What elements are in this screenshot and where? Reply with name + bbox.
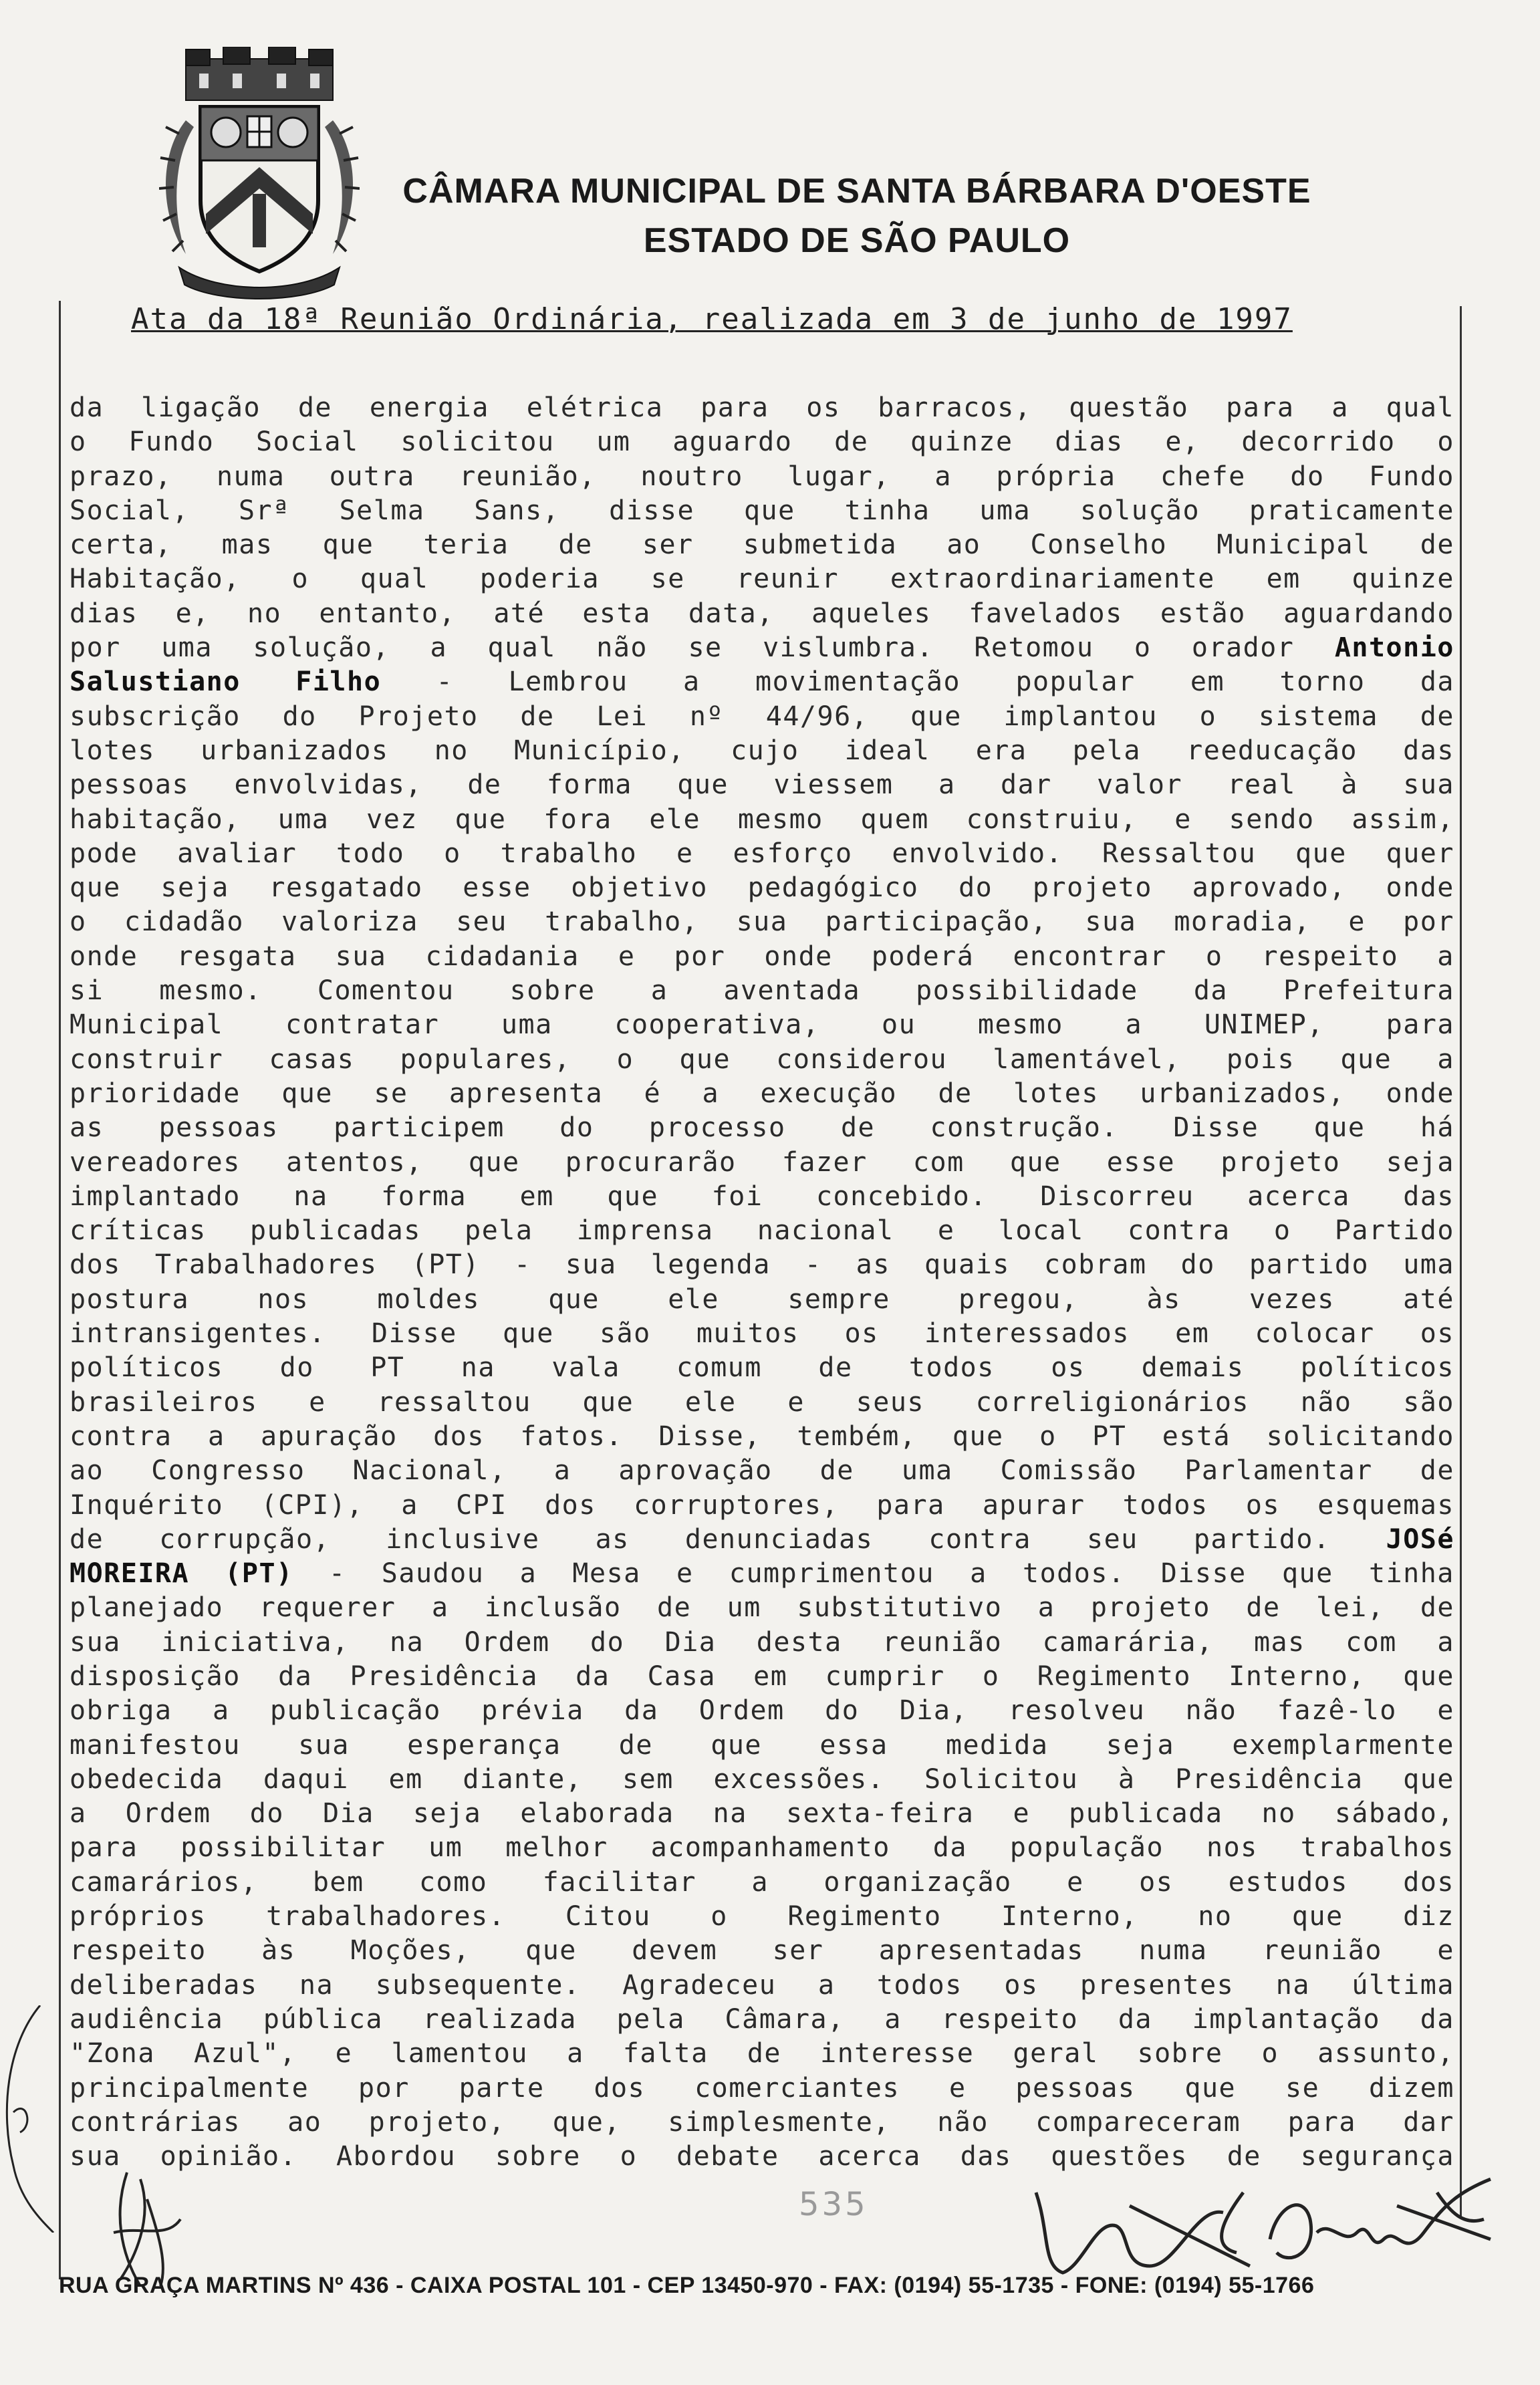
- right-margin-rule: [1460, 306, 1462, 2218]
- minutes-line: as pessoas participem do processo de construção. Disse que há: [70, 1112, 1454, 1144]
- minutes-line: vereadores atentos, que procurarão fazer com que esse projeto seja: [70, 1146, 1454, 1178]
- minutes-line: planejado requerer a inclusão de um substitutivo a projeto de lei, de: [70, 1592, 1454, 1624]
- minutes-line: a Ordem do Dia seja elaborada na sexta-feira e publicada no sábado,: [70, 1798, 1454, 1830]
- minutes-line: prioridade que se apresenta é a execução de lotes urbanizados, onde: [70, 1078, 1454, 1109]
- minutes-line: críticas publicadas pela imprensa nacional e local contra o Partido: [70, 1215, 1454, 1247]
- minutes-line: disposição da Presidência da Casa em cumprir o Regimento Interno, que: [70, 1660, 1454, 1692]
- minutes-line: MOREIRA (PT) - Saudou a Mesa e cumprimentou a todos. Disse que tinha: [70, 1558, 1454, 1590]
- minutes-line: sua opinião. Abordou sobre o debate acerca das questões de segurança: [70, 2141, 1454, 2172]
- minutes-line: de corrupção, inclusive as denunciadas contra seu partido. JOSé: [70, 1523, 1454, 1555]
- minutes-line: camarários, bem como facilitar a organização e os estudos dos: [70, 1866, 1454, 1898]
- minutes-line: contra a apuração dos fatos. Disse, tembém, que o PT está solicitando: [70, 1420, 1454, 1452]
- minutes-line: Municipal contratar uma cooperativa, ou mesmo a UNIMEP, para: [70, 1009, 1454, 1041]
- minutes-line: que seja resgatado esse objetivo pedagógico do projeto aprovado, onde: [70, 872, 1454, 904]
- minutes-line: habitação, uma vez que fora ele mesmo quem construiu, e sendo assim,: [70, 803, 1454, 835]
- minutes-line: construir casas populares, o que considerou lamentável, pois que a: [70, 1043, 1454, 1075]
- minutes-line: onde resgata sua cidadania e por onde poderá encontrar o respeito a: [70, 940, 1454, 972]
- minutes-line: próprios trabalhadores. Citou o Regimento Interno, no que diz: [70, 1901, 1454, 1932]
- minutes-line: sua iniciativa, na Ordem do Dia desta reunião camarária, mas com a: [70, 1626, 1454, 1658]
- minutes-line: postura nos moldes que ele sempre pregou, às vezes até: [70, 1283, 1454, 1315]
- minutes-line: o cidadão valoriza seu trabalho, sua participação, sua moradia, e por: [70, 906, 1454, 938]
- minutes-line: audiência pública realizada pela Câmara, a respeito da implantação da: [70, 2003, 1454, 2035]
- minutes-line: da ligação de energia elétrica para os barracos, questão para a qual: [70, 392, 1454, 423]
- minutes-line: obriga a publicação prévia da Ordem do Dia, resolveu não fazê-lo e: [70, 1695, 1454, 1727]
- minutes-line: dos Trabalhadores (PT) - sua legenda - as quais cobram do partido uma: [70, 1249, 1454, 1281]
- margin-mark-left: [0, 2005, 60, 2233]
- chamber-name: CÂMARA MUNICIPAL DE SANTA BÁRBARA D'OESTE: [402, 172, 1311, 211]
- minutes-line: ao Congresso Nacional, a aprovação de uma Comissão Parlamentar de: [70, 1455, 1454, 1487]
- minutes-line: pessoas envolvidas, de forma que viessem a dar valor real à sua: [70, 769, 1454, 801]
- minutes-title: Ata da 18ª Reunião Ordinária, realizada em 3 de junho de 1997: [131, 302, 1293, 336]
- minutes-line: manifestou sua esperança de que essa medida seja exemplarmente: [70, 1729, 1454, 1761]
- footer-address: RUA GRAÇA MARTINS Nº 436 - CAIXA POSTAL 101 - CEP 13450-970 - FAX: (0194) 55-1735 - FONE: (0194) 55-1766: [59, 2273, 1315, 2298]
- minutes-line: Social, Srª Selma Sans, disse que tinha uma solução praticamente: [70, 495, 1454, 526]
- minutes-line: principalmente por parte dos comerciantes e pessoas que se dizem: [70, 2072, 1454, 2104]
- minutes-line: políticos do PT na vala comum de todos os demais políticos: [70, 1352, 1454, 1384]
- minutes-line: si mesmo. Comentou sobre a aventada possibilidade da Prefeitura: [70, 975, 1454, 1007]
- minutes-line: Inquérito (CPI), a CPI dos corruptores, para apurar todos os esquemas: [70, 1489, 1454, 1521]
- minutes-line: brasileiros e ressaltou que ele e seus correligionários não são: [70, 1386, 1454, 1418]
- minutes-line: Salustiano Filho - Lembrou a movimentação popular em torno da: [70, 666, 1454, 698]
- minutes-line: intransigentes. Disse que são muitos os interessados em colocar os: [70, 1318, 1454, 1350]
- minutes-line: prazo, numa outra reunião, noutro lugar, a própria chefe do Fundo: [70, 461, 1454, 492]
- signature-right: [1023, 2166, 1504, 2279]
- minutes-line: implantado na forma em que foi concebido. Discorreu acerca das: [70, 1180, 1454, 1212]
- minutes-line: "Zona Azul", e lamentou a falta de interesse geral sobre o assunto,: [70, 2038, 1454, 2069]
- minutes-line: para possibilitar um melhor acompanhamento da população nos trabalhos: [70, 1832, 1454, 1864]
- minutes-line: contrárias ao projeto, que, simplesmente, não compareceram para dar: [70, 2106, 1454, 2138]
- minutes-line: subscrição do Projeto de Lei nº 44/96, que implantou o sistema de: [70, 701, 1454, 732]
- minutes-line: obedecida daqui em diante, sem excessões. Solicitou à Presidência que: [70, 1763, 1454, 1795]
- minutes-line: respeito às Moções, que devem ser apresentadas numa reunião e: [70, 1935, 1454, 1967]
- minutes-line: lotes urbanizados no Município, cujo ideal era pela reeducação das: [70, 735, 1454, 766]
- minutes-line: o Fundo Social solicitou um aguardo de quinze dias e, decorrido o: [70, 426, 1454, 458]
- page-number: 535: [799, 2186, 868, 2223]
- minutes-line: por uma solução, a qual não se vislumbra. Retomou o orador Antonio: [70, 632, 1454, 664]
- minutes-line: deliberadas na subsequente. Agradeceu a todos os presentes na última: [70, 1969, 1454, 2001]
- minutes-line: pode avaliar todo o trabalho e esforço envolvido. Ressaltou que quer: [70, 838, 1454, 869]
- left-margin-rule: [59, 301, 61, 2279]
- minutes-line: Habitação, o qual poderia se reunir extraordinariamente em quinze: [70, 563, 1454, 595]
- minutes-body: [70, 391, 1454, 2174]
- state-name: ESTADO DE SÃO PAULO: [643, 221, 1071, 260]
- minutes-line: certa, mas que teria de ser submetida ao Conselho Municipal de: [70, 529, 1454, 561]
- minutes-line: dias e, no entanto, até esta data, aqueles favelados estão aguardando: [70, 598, 1454, 629]
